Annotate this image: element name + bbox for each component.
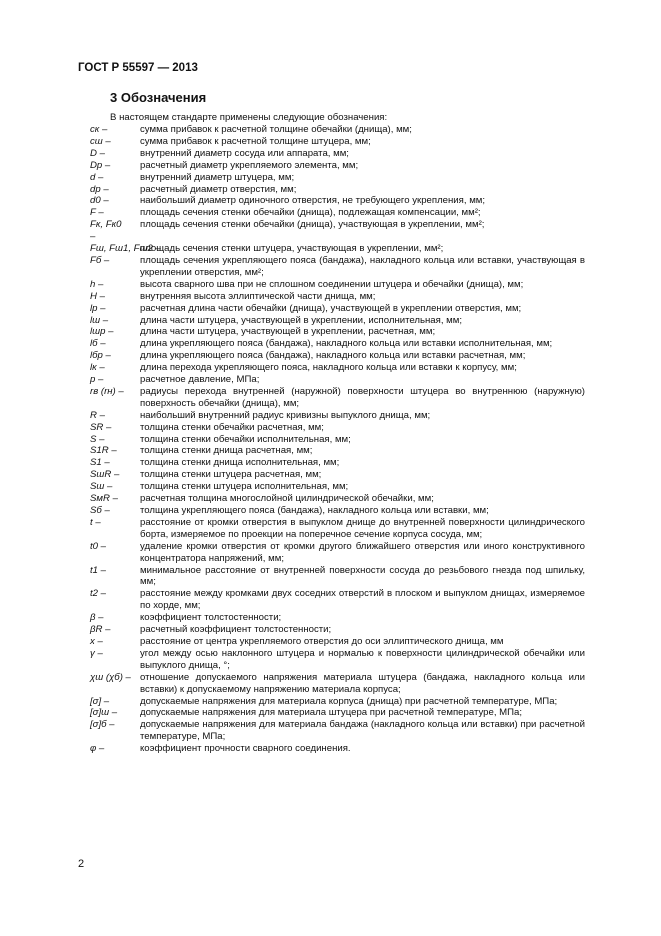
definition-symbol: SмR – bbox=[90, 493, 118, 505]
definition-text: толщина стенки днища расчетная, мм; bbox=[140, 445, 313, 457]
definition-row bbox=[90, 255, 585, 279]
definition-row bbox=[90, 541, 585, 565]
definition-text: толщина стенки днища исполнительная, мм; bbox=[140, 457, 340, 469]
definition-symbol: – bbox=[90, 231, 96, 243]
definition-row bbox=[90, 136, 585, 148]
definition-symbol: lш – bbox=[90, 314, 109, 326]
definition-symbol: [σ]б – bbox=[90, 719, 115, 731]
definition-symbol: lбр – bbox=[90, 350, 111, 362]
definition-text: толщина стенки обечайки исполнительная, мм; bbox=[140, 433, 351, 445]
definition-symbol: lб – bbox=[90, 338, 106, 350]
definition-text: расчетный диаметр отверстия, мм; bbox=[140, 183, 297, 195]
definition-symbol: Sш – bbox=[90, 481, 113, 493]
definition-symbol: lк – bbox=[90, 362, 105, 374]
definition-row bbox=[90, 195, 585, 207]
definition-text: расчетный диаметр укрепляемого элемента, мм; bbox=[140, 159, 359, 171]
definition-row bbox=[90, 172, 585, 184]
definition-text: толщина стенки обечайки расчетная, мм; bbox=[140, 421, 324, 433]
definition-symbol: Fш, Fш1, Fш2 – bbox=[90, 243, 161, 255]
definition-symbol: SR – bbox=[90, 421, 112, 433]
definition-symbol: Fк, Fк0 bbox=[90, 219, 122, 231]
definition-row bbox=[90, 148, 585, 160]
definition-text: расстояние от центра укрепляемого отверстия до оси эллиптического днища, мм bbox=[140, 635, 504, 647]
definition-row bbox=[90, 124, 585, 136]
section-intro: В настоящем стандарте применены следующие обозначения: bbox=[110, 112, 388, 123]
definition-symbol: γ – bbox=[90, 647, 103, 659]
definition-row bbox=[90, 338, 585, 350]
definition-text: угол между осью наклонного штуцера и нормалью к поверхности цилиндрической обечайки или выпуклого днища, °; bbox=[140, 647, 585, 671]
page-number: 2 bbox=[78, 858, 85, 870]
definition-symbol: S1 – bbox=[90, 457, 110, 469]
definition-text: допускаемые напряжения для материала штуцера при расчетной температуре, МПа; bbox=[140, 707, 523, 719]
definition-text: расчетная толщина многослойной цилиндрической обечайки, мм; bbox=[140, 493, 434, 505]
definition-text: расстояние между кромками двух соседних отверстий в плоском и выпуклом днищах, измеряемое по хорде, мм; bbox=[140, 588, 585, 612]
definition-text: сумма прибавок к расчетной толщине обечайки (днища), мм; bbox=[140, 124, 412, 135]
definition-symbol: t1 – bbox=[90, 564, 107, 576]
definition-text: внутренняя высота эллиптической части днища, мм; bbox=[140, 290, 376, 302]
definition-symbol: βR – bbox=[90, 624, 111, 636]
definition-symbol: t – bbox=[90, 516, 101, 528]
definition-row bbox=[90, 315, 585, 327]
definition-text: расчетная длина части обечайки (днища), участвующей в укреплении отверстия, мм; bbox=[140, 302, 522, 314]
definition-text: расчетное давление, МПа; bbox=[140, 374, 260, 386]
definition-row bbox=[90, 648, 585, 672]
definition-row bbox=[90, 303, 585, 315]
definition-symbol: [σ] – bbox=[90, 695, 110, 707]
definition-row bbox=[90, 219, 585, 231]
definition-row bbox=[90, 350, 585, 362]
definition-symbol: t2 – bbox=[90, 588, 107, 600]
definition-symbol: [σ]ш – bbox=[90, 707, 118, 719]
definition-symbol: dр – bbox=[90, 183, 109, 195]
definition-symbol: H – bbox=[90, 290, 105, 302]
definition-text: наибольший диаметр одиночного отверстия, не требующего укрепления, мм; bbox=[140, 195, 486, 207]
definition-row bbox=[90, 410, 585, 422]
definition-text: длина перехода укрепляющего пояса, накладного кольца или вставки к корпусу, мм; bbox=[140, 362, 517, 374]
definition-symbol: φ – bbox=[90, 743, 105, 755]
definition-row bbox=[90, 588, 585, 612]
definition-text: площадь сечения стенки обечайки (днища), участвующая в укреплении, мм²; bbox=[140, 219, 485, 231]
definition-row bbox=[90, 707, 585, 719]
definition-row bbox=[90, 493, 585, 505]
definition-symbol: lшр – bbox=[90, 326, 114, 338]
definition-row bbox=[90, 481, 585, 493]
definition-symbol: t0 – bbox=[90, 540, 107, 552]
definition-text: длина укрепляющего пояса (бандажа), накладного кольца или вставки расчетная, мм; bbox=[140, 350, 526, 362]
definition-symbol: d – bbox=[90, 171, 104, 183]
definition-row bbox=[90, 719, 585, 743]
definition-row bbox=[90, 565, 585, 589]
definition-text: наибольший внутренний радиус кривизны выпуклого днища, мм; bbox=[140, 409, 431, 421]
definition-text: толщина укрепляющего пояса (бандажа), накладного кольца или вставки, мм; bbox=[140, 505, 489, 516]
definition-text: площадь сечения укрепляющего пояса (бандажа), накладного кольца или вставки, участвующая в укреплении отверстия, мм²; bbox=[140, 254, 585, 278]
definition-text: допускаемые напряжения для материала бандажа (накладного кольца или вставки) при расчетной температуре, МПа; bbox=[140, 719, 585, 743]
definition-symbol: SшR – bbox=[90, 469, 120, 481]
definition-text: радиусы перехода внутренней (наружной) поверхности штуцера во внутреннюю (наружную) поверхность обечайки (днища), мм; bbox=[140, 385, 585, 409]
document-header: ГОСТ Р 55597 — 2013 bbox=[78, 62, 198, 74]
definition-symbol: χш (χб) – bbox=[90, 671, 131, 683]
definition-text: расстояние от кромки отверстия в выпуклом днище до внутренней поверхности цилиндрического борта, измеряемое по проекции на поперечное сечение корпуса сосуда, мм; bbox=[140, 516, 585, 540]
definition-row bbox=[90, 517, 585, 541]
definition-text: площадь сечения стенки штуцера, участвующая в укреплении, мм²; bbox=[140, 243, 444, 255]
definition-row bbox=[90, 505, 585, 517]
definition-symbol: Dр – bbox=[90, 159, 111, 171]
definition-row bbox=[90, 231, 585, 243]
definition-symbol: S – bbox=[90, 433, 105, 445]
definition-symbol: R – bbox=[90, 409, 105, 421]
definition-symbol: Sб – bbox=[90, 505, 110, 516]
definition-text: толщина стенки штуцера исполнительная, мм; bbox=[140, 481, 349, 493]
definition-row bbox=[90, 243, 585, 255]
definition-symbol: h – bbox=[90, 278, 104, 290]
definition-text: сумма прибавок к расчетной толщине штуцера, мм; bbox=[140, 135, 371, 147]
definitions-list bbox=[90, 124, 585, 755]
definition-row bbox=[90, 362, 585, 374]
definition-row bbox=[90, 184, 585, 196]
definition-text: удаление кромки отверстия от кромки другого ближайшего отверстия или иного конструктивного концентратора напряжений, мм; bbox=[140, 540, 585, 564]
definition-row bbox=[90, 374, 585, 386]
definition-symbol: x – bbox=[90, 635, 103, 647]
definition-symbol: cк – bbox=[90, 124, 108, 135]
definition-row bbox=[90, 160, 585, 172]
definition-symbol: d0 – bbox=[90, 195, 109, 207]
definition-row bbox=[90, 624, 585, 636]
definition-row bbox=[90, 326, 585, 338]
definition-symbol: β – bbox=[90, 612, 104, 624]
definition-symbol: D – bbox=[90, 147, 105, 159]
definition-row bbox=[90, 636, 585, 648]
definition-row bbox=[90, 291, 585, 303]
definition-symbol: p – bbox=[90, 374, 104, 386]
definition-text: коэффициент толстостенности; bbox=[140, 612, 282, 624]
definition-symbol: lр – bbox=[90, 302, 106, 314]
definition-row bbox=[90, 434, 585, 446]
definition-symbol: cш – bbox=[90, 135, 111, 147]
definition-row bbox=[90, 457, 585, 469]
section-title: 3 Обозначения bbox=[110, 90, 207, 105]
definition-text: внутренний диаметр штуцера, мм; bbox=[140, 171, 295, 183]
definition-row bbox=[90, 612, 585, 624]
definition-text: высота сварного шва при не сплошном соединении штуцера и обечайки (днища), мм; bbox=[140, 278, 524, 290]
definition-row bbox=[90, 445, 585, 457]
definition-row bbox=[90, 386, 585, 410]
definition-text: расчетный коэффициент толстостенности; bbox=[140, 624, 332, 636]
definition-text: внутренний диаметр сосуда или аппарата, мм; bbox=[140, 147, 349, 159]
definition-text: отношение допускаемого напряжения материала штуцера (бандажа, накладного кольца или вставки) к допускаемому напряжению материала корпуса; bbox=[140, 671, 585, 695]
definition-text: толщина стенки штуцера расчетная, мм; bbox=[140, 469, 322, 481]
definition-symbol: S1R – bbox=[90, 445, 117, 457]
definition-row bbox=[90, 743, 585, 755]
definition-symbol: F – bbox=[90, 207, 104, 219]
definition-symbol: Fб – bbox=[90, 254, 110, 266]
definition-row bbox=[90, 279, 585, 291]
definition-symbol: rв (rн) – bbox=[90, 385, 124, 397]
definition-text: длина части штуцера, участвующей в укреплении, исполнительная, мм; bbox=[140, 314, 463, 326]
definition-text: длина части штуцера, участвующей в укреплении, расчетная, мм; bbox=[140, 326, 436, 338]
definition-row bbox=[90, 422, 585, 434]
definition-row bbox=[90, 469, 585, 481]
definition-row bbox=[90, 696, 585, 708]
definition-text: площадь сечения стенки обечайки (днища), подлежащая компенсации, мм²; bbox=[140, 207, 481, 219]
definition-text: минимальное расстояние от внутренней поверхности сосуда до резьбового гнезда под шпильку, мм; bbox=[140, 564, 585, 588]
definition-text: длина укрепляющего пояса (бандажа), накладного кольца или вставки исполнительная, мм; bbox=[140, 338, 553, 350]
definition-row bbox=[90, 207, 585, 219]
definition-text: допускаемые напряжения для материала корпуса (днища) при расчетной температуре, МПа; bbox=[140, 695, 558, 707]
definition-row bbox=[90, 672, 585, 696]
definition-text: коэффициент прочности сварного соединения. bbox=[140, 743, 351, 755]
